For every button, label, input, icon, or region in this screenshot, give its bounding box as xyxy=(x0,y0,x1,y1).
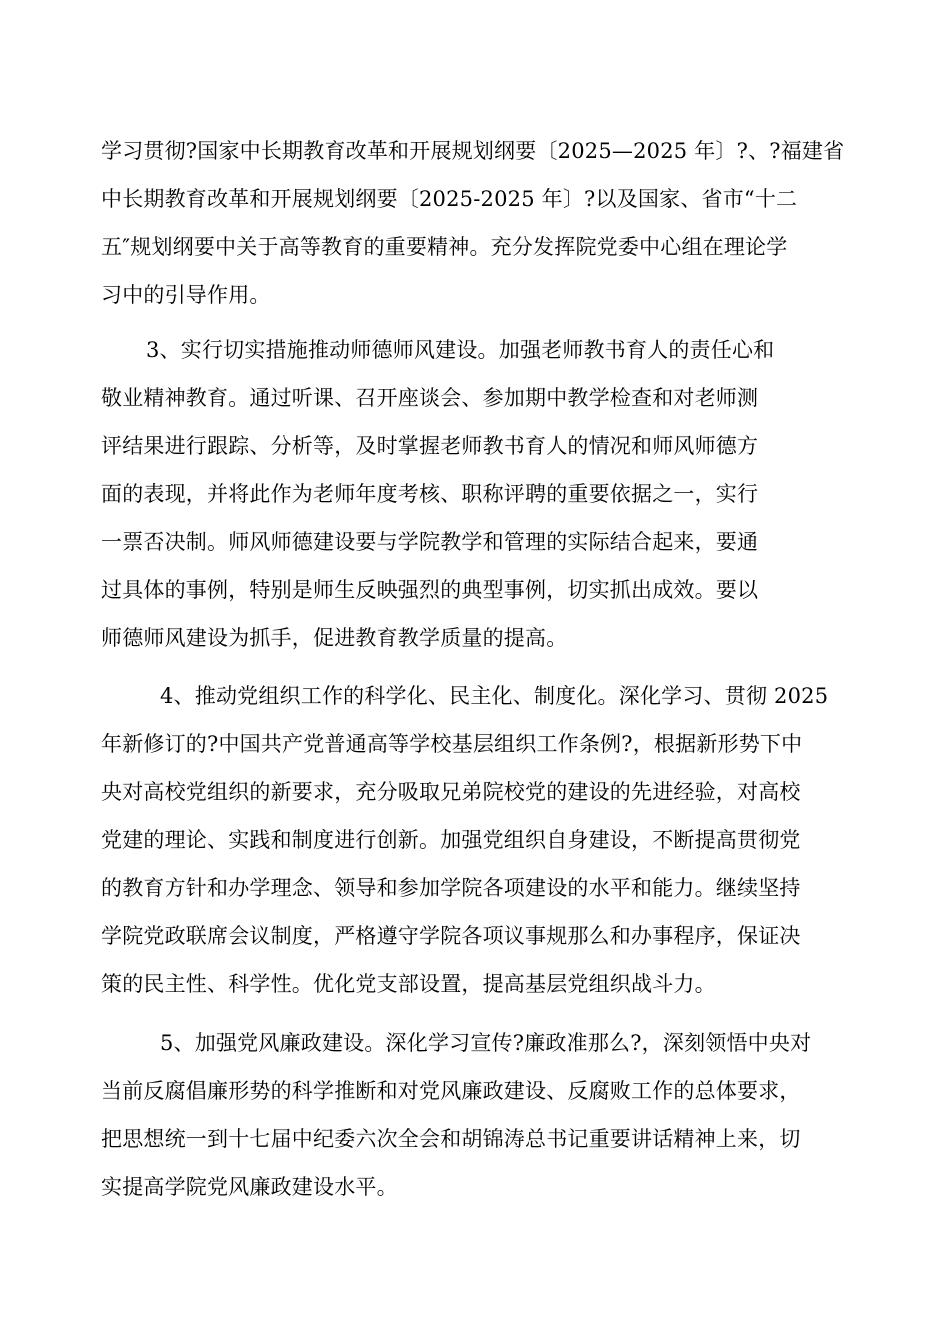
text-line: 央对高校党组织的新要求，充分吸取兄弟院校党的建设的先进经验，对高校 xyxy=(101,780,801,804)
text-line: 实提高学院党风廉政建设水平。 xyxy=(101,1175,398,1199)
text-line: 学习贯彻?国家中长期教育改革和开展规划纲要〔2025—2025 年〕?、?福建省 xyxy=(101,139,845,163)
text-line: 评结果进行跟踪、分析等，及时掌握老师教书育人的情况和师风师德方 xyxy=(101,434,759,458)
text-line: 中长期教育改革和开展规划纲要〔2025-2025 年〕?以及国家、省市“十二 xyxy=(101,187,798,211)
text-line: 过具体的事例，特别是师生反映强烈的典型事例，切实抓出成效。要以 xyxy=(101,578,759,602)
text-line: 习中的引导作用。 xyxy=(101,283,271,307)
text-line: 的教育方针和办学理念、领导和参加学院各项建设的水平和能力。继续坚持 xyxy=(101,876,801,900)
text-line: 党建的理论、实践和制度进行创新。加强党组织自身建设，不断提高贯彻党 xyxy=(101,828,801,852)
text-line: 当前反腐倡廉形势的科学推断和对党风廉政建设、反腐败工作的总体要求， xyxy=(101,1079,801,1103)
text-line: 一票否决制。师风师德建设要与学院教学和管理的实际结合起来，要通 xyxy=(101,530,759,554)
text-line: 年新修订的?中国共产党普通高等学校基层组织工作条例?，根据新形势下中 xyxy=(101,732,803,756)
text-line: 敬业精神教育。通过听课、召开座谈会、参加期中教学检查和对老师测 xyxy=(101,386,759,410)
text-line: 学院党政联席会议制度，严格遵守学院各项议事规那么和办事程序，保证决 xyxy=(101,924,801,948)
text-line: 5、加强党风廉政建设。深化学习宣传?廉政准那么?，深刻领悟中央对 xyxy=(160,1031,812,1055)
text-line: 4、推动党组织工作的科学化、民主化、制度化。深化学习、贯彻 2025 xyxy=(160,684,829,708)
text-line: 策的民主性、科学性。优化党支部设置，提高基层党组织战斗力。 xyxy=(101,972,716,996)
text-line: 面的表现，并将此作为老师年度考核、职称评聘的重要依据之一，实行 xyxy=(101,482,759,506)
text-line: 师德师风建设为抓手，促进教育教学质量的提高。 xyxy=(101,626,568,650)
text-line: 五″规划纲要中关于高等教育的重要精神。充分发挥院党委中心组在理论学 xyxy=(101,235,788,259)
text-line: 把思想统一到十七届中纪委六次全会和胡锦涛总书记重要讲话精神上来，切 xyxy=(101,1127,801,1151)
text-line: 3、实行切实措施推动师德师风建设。加强老师教书育人的责任心和 xyxy=(146,338,775,362)
